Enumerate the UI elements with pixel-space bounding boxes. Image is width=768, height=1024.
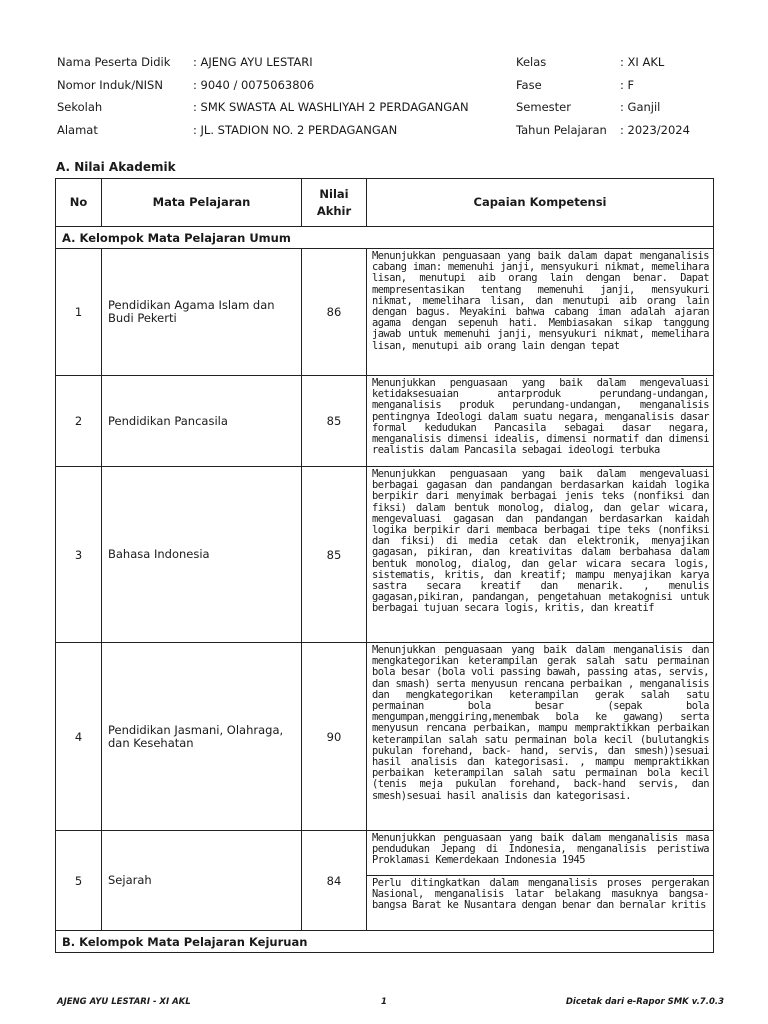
header-competency: Capaian Kompetensi [367,179,714,227]
student-name-label: Nama Peserta Didik [57,55,171,69]
row-no: 4 [56,643,102,831]
row-no: 5 [56,831,102,931]
footer-printed-by: Dicetak dari e-Rapor SMK v.7.0.3 [565,997,724,1007]
school-label: Sekolah [57,100,103,114]
row-score: 90 [302,643,367,831]
group-row [56,931,714,953]
row-competency: Menunjukkan penguasaan yang baik dalam mengevaluasi berbagai gagasan dan pandangan berdasarkan kaidah logika berpikir dari menyimak berbagai jenis teks (nonfiksi dan fiksi) dalam bentuk monolog, dialog, dan gelar wicara, mengevaluasi gagasan dan pandangan berdasarkan kaidah logika berpikir dari membaca berbagai tipe teks (nonfiksi dan fiksi) di media cetak dan elektronik, menyajikan gagasan, pikiran, dan kreativitas dalam berbahasa dalam bentuk monolog, dialog, dan gelar wicara secara logis, sistematis, kritis, dan kreatif; mampu menyajikan karya sastra secara kreatif dan menarik. , menulis gagasan,pikiran, pandangan, pengetahuan metakognisi untuk berbagai tujuan secara logis, kritis, dan kreatif [367,467,714,643]
phase-label: Fase [516,78,542,92]
row-score: 85 [302,376,367,467]
row-competency: Menunjukkan penguasaan yang baik dalam menganalisis dan mengkategorikan keterampilan gerak salah satu permainan bola besar (bola voli passing bawah, passing atas, servis, dan smash) serta menyusun rencana perbaikan , menganalisis dan mengkategorikan keterampilan gerak salah satu permainan bola besar (sepak bola mengumpan,menggiring,menembak bola ke gawang) serta menyusun rencana perbaikan, mampu mempraktikkan perbaikan keterampilan salah satu permainan bola kecil (bulutangkis pukulan forehand, back- hand, servis, dan smesh))sesuai hasil analisis dan kategorisasi. , mampu mempraktikkan perbaikan keterampilan salah satu permainan bola kecil (tenis meja pukulan forehand, back-hand servis, dan smesh)sesuai hasil analisis dan kategorisasi. [367,643,714,831]
semester-label: Semester [516,100,571,114]
row-competency: Menunjukkan penguasaan yang baik dalam dapat menganalisis cabang iman: memenuhi janji, mensyukuri nikmat, memelihara lisan, menutupi aib orang lain dengan benar. Dapat mempresentasikan tentang memenuhi janji, mensyukuri nikmat, memelihara lisan, dan menutupi aib orang lain dengan bagus. Meyakini bahwa cabang iman adalah ajaran agama dengan sepenuh hati. Membiasakan sikap tanggung jawab untuk memenuhi janji, mensyukuri nikmat, memelihara lisan, menutupi aib orang lain dengan tepat [367,249,714,376]
address-label: Alamat [57,123,98,137]
group-a-title: A. Kelompok Mata Pelajaran Umum [56,227,714,249]
section-title: A. Nilai Akademik [56,160,176,174]
school-year-label: Tahun Pelajaran [516,123,607,137]
header-score-line1: Nilai [319,186,349,201]
row-no: 2 [56,376,102,467]
row-subject: Pendidikan Agama Islam dan Budi Pekerti [102,249,302,376]
student-name-value: : AJENG AYU LESTARI [193,55,313,69]
table-header-row [56,179,714,227]
semester-value: : Ganjil [620,100,661,114]
table-row [56,831,714,876]
row-subject: Bahasa Indonesia [102,467,302,643]
row-competency: Menunjukkan penguasaan yang baik dalam mengevaluasi ketidaksesuaian antarproduk perundang-undangan, menganalisis produk perundang-undangan, menganalisis pentingnya Ideologi dalam suatu negara, menganalisis dasar formal kedudukan Pancasila sebagai dasar negara, menganalisis dimensi idealis, dimensi normatif dan dimensi realistis dalam Pancasila sebagai ideologi terbuka [367,376,714,467]
table-row [56,467,714,643]
header-subject: Mata Pelajaran [102,179,302,227]
row-no: 1 [56,249,102,376]
nisn-value: : 9040 / 0075063806 [193,78,315,92]
school-year-value: : 2023/2024 [620,123,690,137]
table-row [56,376,714,467]
footer-page-number: 1 [381,997,387,1007]
header-score-line2: Akhir [316,203,352,218]
row-subject: Pendidikan Pancasila [102,376,302,467]
row-competency: Perlu ditingkatkan dalam menganalisis proses pergerakan Nasional, menganalisis latar belakang masuknya bangsa-bangsa Barat ke Nusantara dengan benar dan bernalar kritis [367,876,714,931]
row-score: 86 [302,249,367,376]
header-score [302,179,367,227]
table-row [56,643,714,831]
group-b-title: B. Kelompok Mata Pelajaran Kejuruan [56,931,714,953]
class-label: Kelas [516,55,547,69]
row-subject: Pendidikan Jasmani, Olahraga, dan Kesehatan [102,643,302,831]
group-row [56,227,714,249]
address-value: : JL. STADION NO. 2 PERDAGANGAN [193,123,398,137]
table-row [56,249,714,376]
header-no: No [56,179,102,227]
row-score: 84 [302,831,367,931]
row-competency: Menunjukkan penguasaan yang baik dalam menganalisis masa pendudukan Jepang di Indonesia, menganalisis peristiwa Proklamasi Kemerdekaan Indonesia 1945 [367,831,714,876]
class-value: : XI AKL [620,55,665,69]
school-value: : SMK SWASTA AL WASHLIYAH 2 PERDAGANGAN [193,100,469,114]
footer-student: AJENG AYU LESTARI - XI AKL [57,997,191,1007]
grades-table [55,178,714,953]
nisn-label: Nomor Induk/NISN [57,78,163,92]
phase-value: : F [620,78,635,92]
row-score: 85 [302,467,367,643]
row-subject: Sejarah [102,831,302,931]
row-no: 3 [56,467,102,643]
